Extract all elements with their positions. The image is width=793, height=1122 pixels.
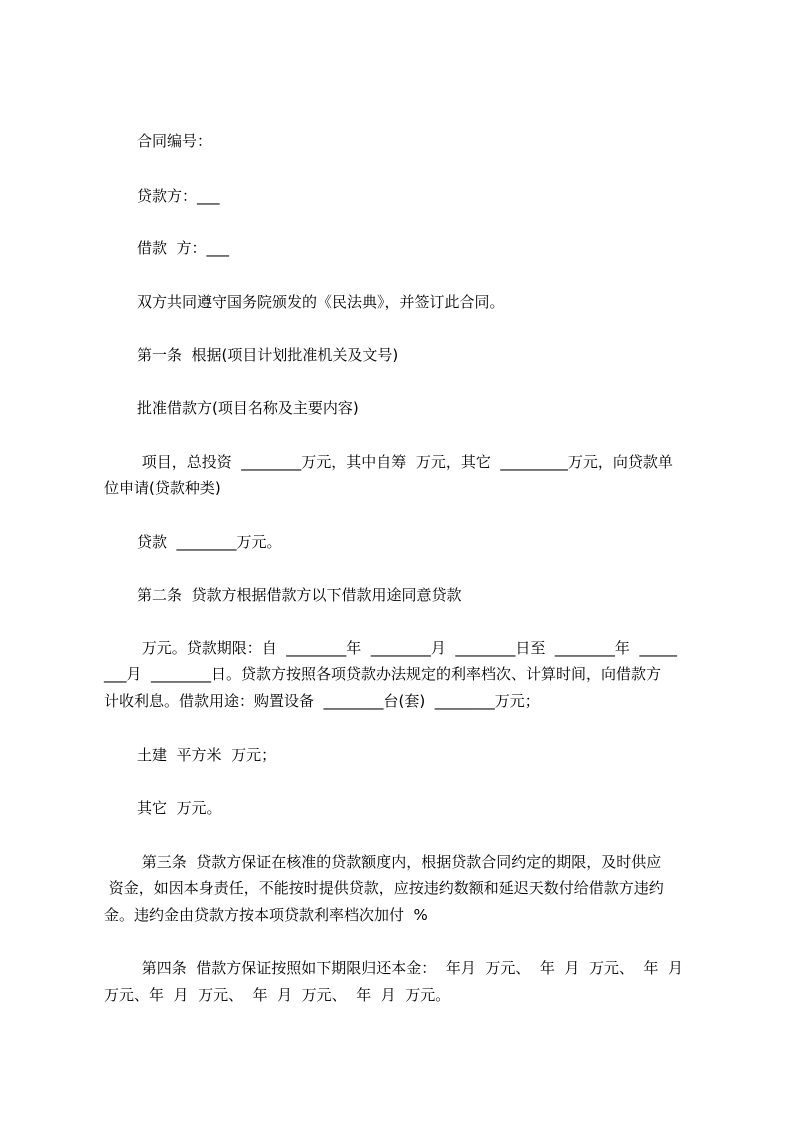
lender-label: 贷款方：___	[137, 187, 220, 205]
article3-line2: 资金，如因本身责任，不能按时提供贷款，应按违约数额和延迟天数付给借款方违约	[104, 879, 664, 897]
article3-line1: 第三条 贷款方保证在核准的贷款额度内，根据贷款合同约定的期限，及时供应	[137, 853, 662, 871]
article1-line2: 批准借款方(项目名称及主要内容)	[137, 399, 359, 417]
article1-line3: 项目，总投资 ________万元，其中自筹 万元，其它 _________万元，向贷款单	[137, 453, 673, 471]
article1-line5: 贷款 ________万元。	[137, 533, 282, 551]
contract-number-label: 合同编号：	[137, 132, 213, 150]
borrower-label: 借款 方：___	[137, 239, 230, 257]
article3-line3: 金。违约金由贷款方按本项贷款利率档次加付 %	[104, 906, 428, 924]
article1-line4: 位申请(贷款种类)	[104, 479, 221, 497]
article4-line2: 万元、年 月 万元、 年 月 万元、 年 月 万元。	[104, 986, 451, 1004]
article2-line3: ___月 ________日。贷款方按照各项贷款办法规定的利率档次、计算时间，向借款方	[104, 665, 662, 683]
article2-line4: 计收利息。借款用途：购置设备 ________台(套) ________万元；	[104, 692, 540, 710]
intro-paragraph: 双方共同遵守国务院颁发的《民法典》，并签订此合同。	[137, 293, 505, 311]
article4-line1: 第四条 借款方保证按照如下期限归还本金： 年月 万元、 年 月 万元、 年 月	[137, 959, 684, 977]
article2-line1: 第二条 贷款方根据借款方以下借款用途同意贷款	[137, 586, 462, 604]
article2-line5: 土建 平方米 万元；	[137, 746, 277, 764]
article1-line1: 第一条 根据(项目计划批准机关及文号)	[137, 346, 399, 364]
article2-line6: 其它 万元。	[137, 799, 222, 817]
article2-line2: 万元。贷款期限：自 ________年 ________月 ________日至 ________年 _____	[137, 639, 677, 657]
